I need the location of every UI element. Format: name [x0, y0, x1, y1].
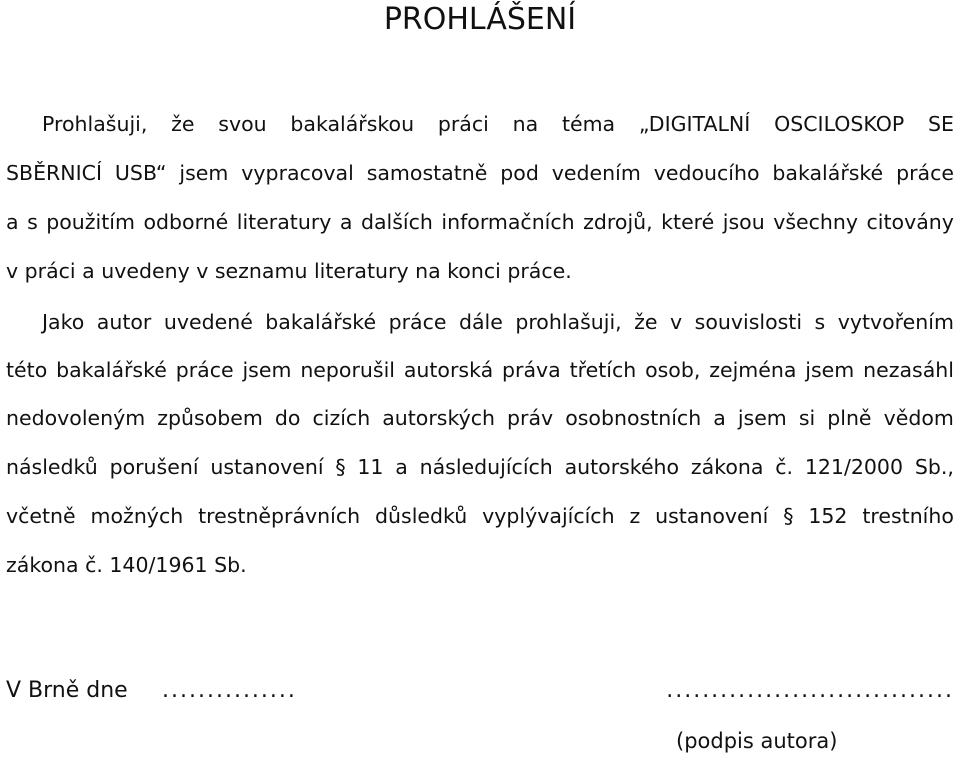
word: bakalářské	[56, 358, 167, 382]
word: odborné	[143, 210, 229, 234]
word: z	[629, 504, 641, 528]
word: důsledků	[375, 504, 468, 528]
page-title: PROHLÁŠENÍ	[383, 2, 577, 37]
word: a	[6, 210, 19, 234]
word: práce	[175, 358, 234, 382]
date-dotted-line: ...............	[162, 678, 297, 703]
paragraph-1-line-2	[6, 161, 954, 185]
word: nezasáhl	[863, 358, 954, 382]
word: a	[339, 210, 353, 234]
word: bakalářské	[265, 310, 377, 334]
word: vytvořením	[837, 310, 954, 334]
word: cizích	[312, 406, 371, 430]
word: Prohlašuji,	[42, 112, 148, 136]
word: vedoucího	[653, 161, 760, 185]
word: uvedené	[163, 310, 253, 334]
word: „DIGITALNÍ	[638, 112, 751, 136]
word: bakalářskou	[290, 112, 415, 136]
paragraph-1-line-4: v práci a uvedeny v seznamu literatury na konci práce.	[6, 259, 572, 283]
word: osobnostních	[565, 406, 702, 430]
word: porušení	[109, 455, 199, 479]
word: jsem	[179, 161, 229, 185]
word: literatury	[236, 210, 332, 234]
word: a	[713, 406, 726, 430]
word: práva	[502, 358, 561, 382]
word: trestněprávních	[198, 504, 361, 528]
word: třetích	[569, 358, 637, 382]
word: jsem	[805, 358, 855, 382]
paragraph-2-line-1	[42, 310, 954, 334]
word: dalších	[360, 210, 433, 234]
word: dále	[458, 310, 503, 334]
word: vyplývajících	[482, 504, 615, 528]
word: trestního	[862, 504, 954, 528]
word: USB“	[114, 161, 167, 185]
word: zákona	[690, 455, 764, 479]
word: ustanovení	[655, 504, 769, 528]
word: že	[634, 310, 658, 334]
word: následujících	[419, 455, 553, 479]
word: SE	[928, 112, 954, 136]
word: č.	[775, 455, 794, 479]
paragraph-2-line-3	[6, 406, 954, 430]
word: 152	[808, 504, 848, 528]
word: Sb.,	[914, 455, 954, 479]
word: OSCILOSKOP	[774, 112, 905, 136]
word: autorská	[403, 358, 494, 382]
word: ustanovení	[210, 455, 324, 479]
word: autor	[96, 310, 152, 334]
word: §	[335, 455, 346, 479]
word: samostatně	[366, 161, 488, 185]
word: jsou	[722, 210, 765, 234]
word: použitím	[46, 210, 135, 234]
word: SBĚRNICÍ	[6, 161, 103, 185]
word: bakalářské	[772, 161, 884, 185]
signature-caption: (podpis autora)	[676, 729, 838, 753]
word: a	[395, 455, 408, 479]
word: souvislosti	[694, 310, 803, 334]
word: vedením	[551, 161, 641, 185]
paragraph-1-line-1	[42, 112, 954, 136]
word: neporušil	[300, 358, 395, 382]
word: plně	[827, 406, 872, 430]
word: práci	[437, 112, 489, 136]
word: §	[783, 504, 794, 528]
word: že	[171, 112, 195, 136]
word: jsem	[242, 358, 292, 382]
word: možných	[90, 504, 184, 528]
word: způsobem	[157, 406, 263, 430]
word: prohlašuji,	[515, 310, 622, 334]
paragraph-2-line-2	[6, 358, 954, 382]
word: vypracoval	[241, 161, 354, 185]
word: nedovoleným	[6, 406, 146, 430]
word: autorských	[382, 406, 495, 430]
word: pod	[500, 161, 539, 185]
paragraph-2-line-4	[6, 455, 954, 479]
word: vědom	[883, 406, 954, 430]
word: práce	[388, 310, 447, 334]
word: svou	[218, 112, 267, 136]
paragraph-1-line-3	[6, 210, 954, 234]
word: práce	[896, 161, 954, 185]
word: této	[6, 358, 48, 382]
word: včetně	[6, 504, 76, 528]
word: jsem	[737, 406, 787, 430]
word: do	[274, 406, 301, 430]
word: s	[27, 210, 38, 234]
paragraph-2-line-6: zákona č. 140/1961 Sb.	[6, 553, 247, 577]
word: s	[814, 310, 826, 334]
word: osob,	[645, 358, 701, 382]
word: které	[661, 210, 715, 234]
signature-dotted-line: ................................	[666, 678, 954, 703]
word: autorského	[564, 455, 680, 479]
word: citovány	[866, 210, 954, 234]
word: Jako	[42, 310, 85, 334]
word: práv	[507, 406, 554, 430]
word: 121/2000	[804, 455, 904, 479]
word: informačních	[441, 210, 575, 234]
word: všechny	[773, 210, 859, 234]
word: zdrojů,	[583, 210, 653, 234]
paragraph-2-line-5	[6, 504, 954, 528]
word: téma	[561, 112, 616, 136]
word: na	[512, 112, 539, 136]
place-date-label: V Brně dne	[6, 678, 128, 703]
word: si	[798, 406, 816, 430]
word: zejména	[709, 358, 797, 382]
word: následků	[6, 455, 98, 479]
word: v	[670, 310, 683, 334]
word: 11	[357, 455, 384, 479]
